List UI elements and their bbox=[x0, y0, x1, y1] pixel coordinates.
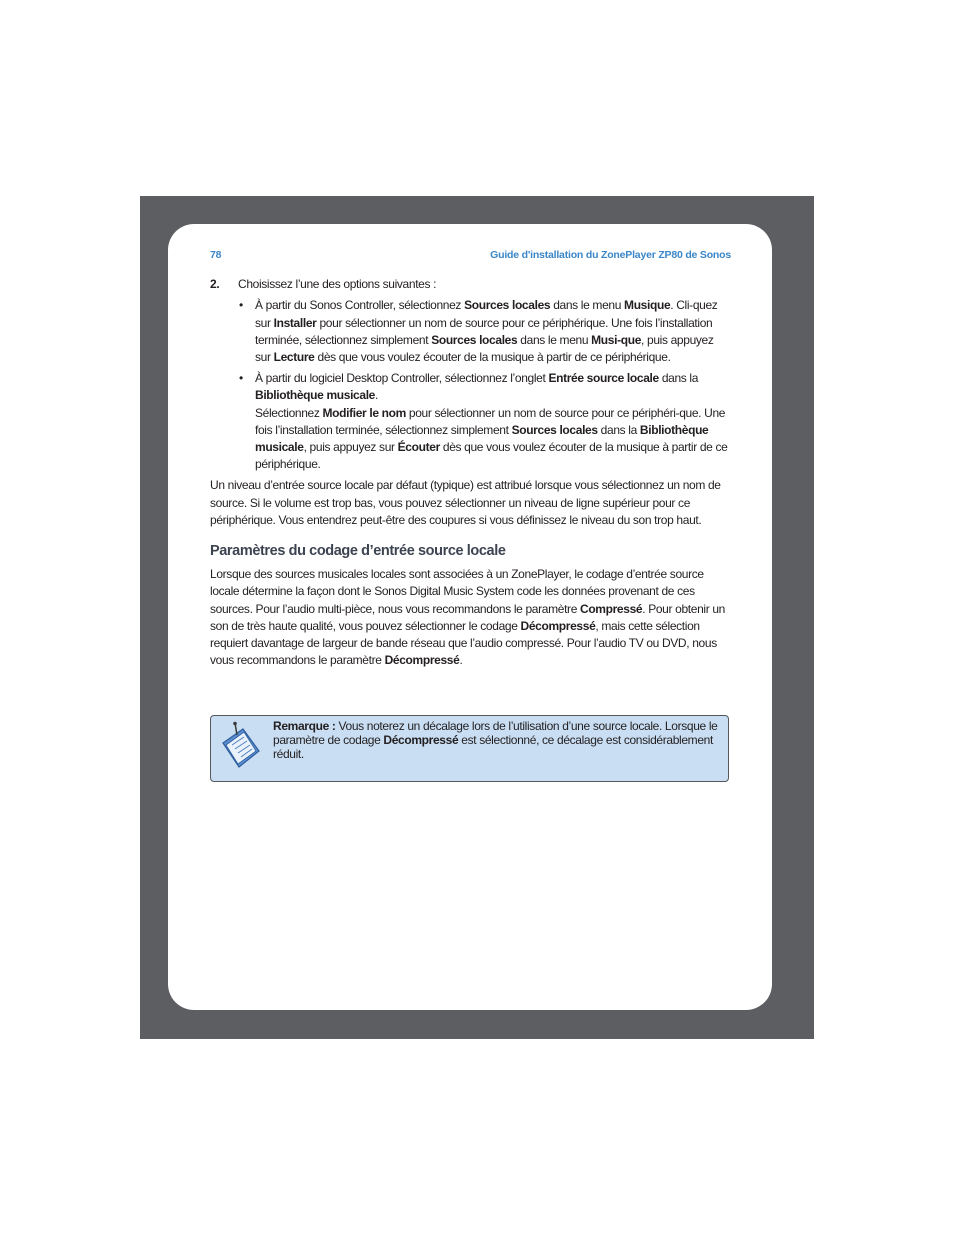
bold-term: Compressé bbox=[580, 601, 643, 616]
text-run: , puis appuyez sur bbox=[303, 440, 398, 455]
text-run: , mais cette sélection requiert davantage de largeur de bande réseau que l’audio compressé. Pour l’audio TV ou DVD, nous vous recommandons le paramètre bbox=[210, 618, 717, 668]
bold-term: Décompressé bbox=[383, 733, 459, 747]
note-label: Remarque : bbox=[273, 719, 336, 733]
text-run: Sélectionnez bbox=[255, 405, 323, 420]
text-run: . Cli-quez sur bbox=[255, 298, 718, 330]
text-run: À partir du logiciel Desktop Controller, sélectionnez l’onglet bbox=[255, 371, 549, 386]
bullet: • bbox=[239, 298, 243, 313]
bold-term: Bibliothèque musicale bbox=[255, 422, 709, 455]
bold-term: Décompressé bbox=[520, 618, 596, 633]
text-run: pour sélectionner un nom de source pour ce périphéri-que. Une fois l’installation terminée, sélectionnez simplement bbox=[255, 405, 726, 437]
text-run: dès que vous voulez écouter de la musique à partir de ce périphérique. bbox=[255, 440, 728, 472]
bold-term: Décompressé bbox=[384, 653, 460, 668]
text-run: Lorsque des sources musicales locales sont associées à un ZonePlayer, le codage d’entrée source locale détermine la façon dont le Sonos Digital Music System code les données provenant de ces sources. Pour l’audio multi-pièce, nous vous recommandons le paramètre bbox=[210, 567, 704, 616]
step-2 bbox=[210, 276, 731, 293]
option2-text-a bbox=[255, 371, 698, 402]
section-title: Paramètres du codage d’entrée source locale bbox=[210, 543, 506, 560]
bold-term: Musique bbox=[624, 298, 671, 313]
bold-term: Sources locales bbox=[431, 332, 518, 347]
option-list bbox=[210, 297, 731, 473]
page-content bbox=[210, 247, 731, 677]
option2-text-b bbox=[255, 406, 727, 472]
text-run: dans le menu bbox=[550, 298, 625, 313]
text-run: est sélectionné, ce décalage est considérablement réduit. bbox=[273, 733, 713, 761]
bullet: • bbox=[239, 371, 243, 386]
option1-text bbox=[255, 298, 717, 364]
text-run: pour sélectionner un nom de source pour ce périphérique. Une fois l’installation terminée, sélectionnez simplement bbox=[255, 315, 713, 347]
input-level-paragraph: Un niveau d’entrée source locale par défaut (typique) est attribué lorsque vous sélectionnez un nom de source. Si le volume est trop bas, vous pouvez sélectionner un niveau de ligne supérieur pour ce périphérique. Vous entendrez peut-être des coupures si vous définissez le niveau du son trop haut. bbox=[210, 478, 721, 527]
text-run: . bbox=[375, 388, 378, 403]
bold-term: Modifier le nom bbox=[322, 405, 406, 420]
option-item-sonos-controller bbox=[238, 297, 731, 366]
text-run: dès que vous voulez écouter de la musique à partir de ce périphérique. bbox=[314, 350, 671, 365]
encoding-paragraph bbox=[210, 566, 731, 669]
bold-term: Sources locales bbox=[511, 422, 598, 437]
text-run: . Pour obtenir un son de très haute qualité, vous pouvez sélectionner le codage bbox=[210, 601, 726, 633]
bold-term: Installer bbox=[273, 315, 317, 330]
bold-term: Écouter bbox=[397, 440, 440, 455]
page-number: 78 bbox=[210, 249, 222, 261]
text-run: dans le menu bbox=[517, 332, 592, 347]
text-run: À partir du Sonos Controller, sélectionnez bbox=[255, 298, 465, 313]
bold-term: Bibliothèque musicale bbox=[255, 388, 376, 403]
note-box bbox=[210, 715, 729, 782]
text-run: dans la bbox=[658, 371, 699, 386]
text-run: Vous noterez un décalage lors de l’utilisation d’une source locale. Lorsque le paramètre de codage bbox=[273, 719, 718, 747]
option-item-desktop-controller bbox=[238, 370, 731, 473]
bold-term: Sources locales bbox=[464, 298, 551, 313]
step-intro: Choisissez l’une des options suivantes : bbox=[238, 277, 437, 292]
bold-term: Entrée source locale bbox=[548, 371, 659, 386]
text-run: . bbox=[459, 653, 463, 668]
bold-term: Lecture bbox=[273, 350, 315, 365]
bold-term: Musi-que bbox=[591, 332, 642, 347]
running-header bbox=[210, 247, 731, 264]
step-number: 2. bbox=[210, 277, 220, 292]
note-text bbox=[273, 719, 719, 761]
guide-title: Guide d'installation du ZonePlayer ZP80 de Sonos bbox=[490, 249, 731, 261]
text-run: dans la bbox=[597, 422, 640, 437]
note-document-icon bbox=[217, 721, 263, 771]
text-run: , puis appuyez sur bbox=[255, 332, 714, 365]
